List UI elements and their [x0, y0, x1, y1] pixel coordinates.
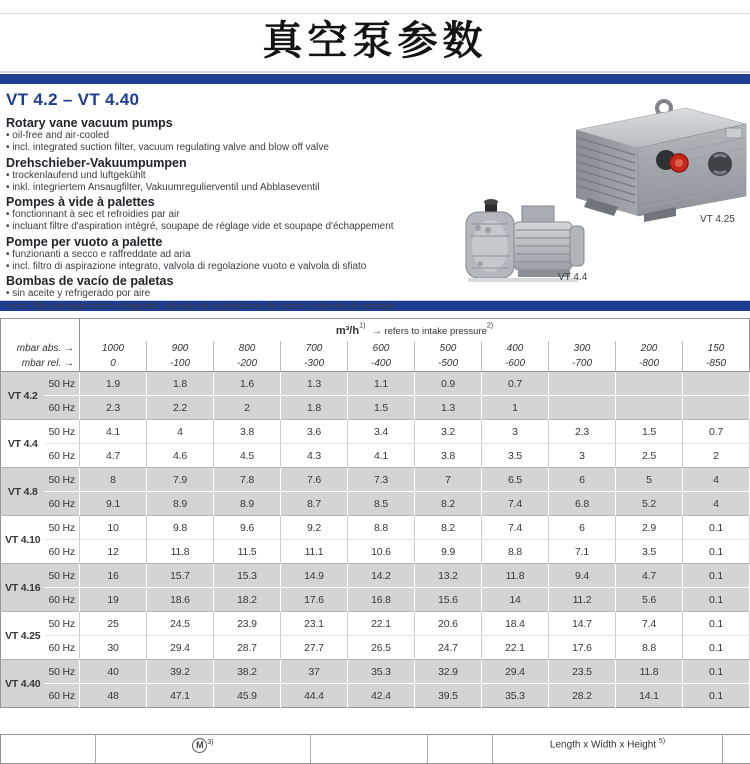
header-corner-cell — [1, 319, 80, 342]
flow-value-cell: 1.8 — [281, 396, 348, 420]
flow-value-cell: 3.8 — [415, 444, 482, 468]
flow-value-cell: 1.3 — [281, 372, 348, 396]
desc-bullet: • incluant filtre d'aspiration intégré, soupape de réglage vide et soupape d'échappement — [6, 221, 476, 233]
top-hairline — [0, 13, 750, 14]
pump-performance-table — [0, 318, 750, 708]
dim-empty-cell — [311, 735, 428, 764]
flow-value-cell: 14.7 — [549, 612, 616, 636]
flow-value-cell: 8.8 — [482, 540, 549, 564]
flow-value-cell: 29.4 — [147, 636, 214, 660]
flow-value-cell: 7.9 — [147, 468, 214, 492]
pump-row-60hz — [1, 684, 750, 708]
desc-bullet: • fonctionnant à sec et refroidies par air — [6, 209, 476, 221]
photo-label-vt425: VT 4.25 — [700, 214, 735, 225]
flow-value-cell: 4 — [147, 420, 214, 444]
flow-value-cell: 12 — [80, 540, 147, 564]
light-blue-rule — [0, 71, 750, 73]
flow-value-cell: 40 — [80, 660, 147, 684]
flow-value-cell: 2.9 — [616, 516, 683, 540]
flow-value-cell: 1.8 — [147, 372, 214, 396]
mbar-rel-value: -700 — [549, 356, 616, 372]
flow-value-cell: 2.2 — [147, 396, 214, 420]
flow-value-cell: 25 — [80, 612, 147, 636]
frequency-label: 50 Hz — [45, 564, 80, 588]
flow-value-cell: 42.4 — [348, 684, 415, 708]
mbar-rel-label: mbar rel. → — [1, 356, 80, 372]
frequency-label: 50 Hz — [45, 612, 80, 636]
footnote-5-marker: 5) — [659, 738, 665, 745]
flow-value-cell: 1.5 — [348, 396, 415, 420]
motor-icon: M — [192, 738, 207, 753]
flow-value-cell: 9.2 — [281, 516, 348, 540]
mbar-abs-value: 200 — [616, 341, 683, 356]
flow-value-cell: 0.1 — [683, 516, 750, 540]
frequency-label: 60 Hz — [45, 444, 80, 468]
flow-value-cell: 27.7 — [281, 636, 348, 660]
flow-value-cell: 4.1 — [348, 444, 415, 468]
flow-note: → refers to intake pressure — [372, 326, 487, 337]
desc-block-english — [6, 116, 476, 155]
flow-value-cell: 11.1 — [281, 540, 348, 564]
navy-bar-top — [0, 74, 750, 84]
flow-value-cell: 2.3 — [80, 396, 147, 420]
frequency-label: 60 Hz — [45, 636, 80, 660]
page-title: 真空泵参数 — [0, 16, 750, 66]
flow-value-cell: 10.6 — [348, 540, 415, 564]
flow-value-cell: 3.6 — [281, 420, 348, 444]
pump-row-50hz — [1, 372, 750, 396]
flow-value-cell: 0.1 — [683, 636, 750, 660]
flow-value-cell: 14.2 — [348, 564, 415, 588]
flow-value-cell: 7.4 — [482, 516, 549, 540]
dimensions-header-row — [1, 735, 750, 764]
flow-value-cell: 48 — [80, 684, 147, 708]
flow-value-cell: 3.5 — [482, 444, 549, 468]
flow-value-cell: 1.6 — [214, 372, 281, 396]
flow-value-cell: 0.1 — [683, 612, 750, 636]
flow-value-cell: 28.2 — [549, 684, 616, 708]
flow-value-cell: 23.9 — [214, 612, 281, 636]
frequency-label: 60 Hz — [45, 540, 80, 564]
flow-value-cell: 35.3 — [348, 660, 415, 684]
flow-value-cell: 4.6 — [147, 444, 214, 468]
flow-value-cell: 7 — [415, 468, 482, 492]
flow-value-cell: 39.2 — [147, 660, 214, 684]
flow-value-cell: 8.9 — [214, 492, 281, 516]
flow-value-cell: 17.6 — [281, 588, 348, 612]
footnote-2-marker: 2) — [487, 323, 493, 330]
flow-value-cell: 7.1 — [549, 540, 616, 564]
pump-row-60hz — [1, 540, 750, 564]
flow-value-cell: 24.5 — [147, 612, 214, 636]
pump-row-50hz — [1, 612, 750, 636]
desc-title: Pompes à vide à palettes — [6, 195, 476, 209]
flow-value-cell: 15.6 — [415, 588, 482, 612]
mbar-abs-value: 400 — [482, 341, 549, 356]
flow-value-cell: 44.4 — [281, 684, 348, 708]
flow-value-cell: 5.2 — [616, 492, 683, 516]
flow-value-cell: 29.4 — [482, 660, 549, 684]
mbar-rel-value: 0 — [80, 356, 147, 372]
mbar-rel-row — [1, 356, 750, 372]
mbar-abs-row — [1, 341, 750, 356]
flow-value-cell: 2.5 — [616, 444, 683, 468]
pump-row-60hz — [1, 492, 750, 516]
flow-value-cell: 15.3 — [214, 564, 281, 588]
desc-bullet: • trockenlaufend und luftgekühlt — [6, 170, 476, 182]
flow-value-cell: 5.6 — [616, 588, 683, 612]
pump-row-60hz — [1, 396, 750, 420]
flow-value-cell: 7.8 — [214, 468, 281, 492]
model-label: VT 4.16 — [1, 564, 45, 612]
flow-value-cell: 4.3 — [281, 444, 348, 468]
mbar-rel-value: -850 — [683, 356, 750, 372]
flow-value-cell — [616, 396, 683, 420]
flow-value-cell: 38.2 — [214, 660, 281, 684]
dimensions-label: Length x Width x Height — [550, 739, 656, 750]
flow-value-cell: 1.5 — [616, 420, 683, 444]
flow-value-cell: 7.4 — [616, 612, 683, 636]
flow-header-cell — [80, 319, 750, 342]
flow-value-cell: 11.8 — [482, 564, 549, 588]
dim-empty-cell — [1, 735, 96, 764]
flow-value-cell: 3 — [482, 420, 549, 444]
frequency-label: 60 Hz — [45, 588, 80, 612]
pump-row-60hz — [1, 444, 750, 468]
desc-title: Drehschieber-Vakuumpumpen — [6, 156, 476, 170]
flow-value-cell: 23.5 — [549, 660, 616, 684]
mbar-abs-value: 1000 — [80, 341, 147, 356]
flow-value-cell: 18.6 — [147, 588, 214, 612]
flow-value-cell: 0.1 — [683, 660, 750, 684]
flow-value-cell: 11.8 — [147, 540, 214, 564]
flow-value-cell: 18.2 — [214, 588, 281, 612]
flow-value-cell: 1.9 — [80, 372, 147, 396]
pump-row-50hz — [1, 468, 750, 492]
flow-value-cell: 14 — [482, 588, 549, 612]
flow-value-cell: 8.2 — [415, 516, 482, 540]
flow-value-cell: 1 — [482, 396, 549, 420]
flow-value-cell: 7.4 — [482, 492, 549, 516]
model-label: VT 4.2 — [1, 372, 45, 420]
desc-bullet: • funzionanti a secco e raffreddate ad aria — [6, 249, 476, 261]
flow-value-cell: 4.5 — [214, 444, 281, 468]
flow-value-cell: 30 — [80, 636, 147, 660]
flow-value-cell: 8.7 — [281, 492, 348, 516]
pump-row-50hz — [1, 420, 750, 444]
flow-value-cell: 18.4 — [482, 612, 549, 636]
desc-block-spanish — [6, 274, 476, 313]
desc-title: Pompe per vuoto a palette — [6, 235, 476, 249]
frequency-label: 60 Hz — [45, 684, 80, 708]
mbar-abs-label: mbar abs. → — [1, 341, 80, 356]
desc-title: Rotary vane vacuum pumps — [6, 116, 476, 130]
flow-value-cell: 4.1 — [80, 420, 147, 444]
desc-bullet: • incl. filtro de aspiración integrado, válvula de regolazione de vacío y válvula de escape — [6, 301, 476, 313]
flow-value-cell: 4.7 — [616, 564, 683, 588]
flow-value-cell: 9.6 — [214, 516, 281, 540]
frequency-label: 60 Hz — [45, 396, 80, 420]
motor-header-cell — [96, 735, 311, 764]
flow-value-cell: 8.8 — [616, 636, 683, 660]
flow-value-cell: 4 — [683, 468, 750, 492]
flow-value-cell: 35.3 — [482, 684, 549, 708]
flow-value-cell: 32.9 — [415, 660, 482, 684]
dimensions-table — [0, 734, 750, 764]
desc-title: Bombas de vacío de paletas — [6, 274, 476, 288]
flow-value-cell: 1.1 — [348, 372, 415, 396]
model-label: VT 4.25 — [1, 612, 45, 660]
model-label: VT 4.40 — [1, 660, 45, 708]
flow-value-cell: 14.9 — [281, 564, 348, 588]
desc-block-german — [6, 156, 476, 195]
desc-bullet: • oil-free and air-cooled — [6, 130, 476, 142]
flow-value-cell — [549, 372, 616, 396]
desc-bullet: • incl. integrated suction filter, vacuum regulating valve and blow off valve — [6, 142, 476, 154]
mbar-rel-value: -300 — [281, 356, 348, 372]
flow-value-cell: 23.1 — [281, 612, 348, 636]
desc-bullet: • inkl. integriertem Ansaugfilter, Vakuumregulierventil und Abblaseventil — [6, 182, 476, 194]
flow-value-cell — [616, 372, 683, 396]
dimensions-header-cell — [493, 735, 723, 764]
flow-value-cell: 0.1 — [683, 564, 750, 588]
flow-value-cell — [683, 396, 750, 420]
model-label: VT 4.10 — [1, 516, 45, 564]
model-label: VT 4.8 — [1, 468, 45, 516]
flow-value-cell: 4.7 — [80, 444, 147, 468]
flow-value-cell: 7.6 — [281, 468, 348, 492]
flow-value-cell: 20.6 — [415, 612, 482, 636]
flow-value-cell: 15.7 — [147, 564, 214, 588]
frequency-label: 50 Hz — [45, 468, 80, 492]
mbar-rel-value: -200 — [214, 356, 281, 372]
flow-value-cell: 3 — [549, 444, 616, 468]
flow-value-cell: 3.2 — [415, 420, 482, 444]
flow-value-cell: 0.9 — [415, 372, 482, 396]
mbar-abs-value: 700 — [281, 341, 348, 356]
flow-value-cell: 7.3 — [348, 468, 415, 492]
flow-value-cell: 3.8 — [214, 420, 281, 444]
flow-value-cell: 37 — [281, 660, 348, 684]
flow-value-cell: 3.5 — [616, 540, 683, 564]
flow-value-cell: 13.2 — [415, 564, 482, 588]
intro-section — [6, 90, 476, 313]
flow-value-cell: 11.5 — [214, 540, 281, 564]
flow-value-cell: 9.9 — [415, 540, 482, 564]
flow-value-cell: 8.5 — [348, 492, 415, 516]
mbar-abs-value: 500 — [415, 341, 482, 356]
flow-value-cell: 9.4 — [549, 564, 616, 588]
flow-value-cell: 45.9 — [214, 684, 281, 708]
flow-value-cell: 0.1 — [683, 540, 750, 564]
flow-value-cell: 8.8 — [348, 516, 415, 540]
mbar-abs-value: 600 — [348, 341, 415, 356]
flow-value-cell: 24.7 — [415, 636, 482, 660]
flow-value-cell: 2 — [683, 444, 750, 468]
flow-value-cell: 6 — [549, 468, 616, 492]
mbar-abs-value: 300 — [549, 341, 616, 356]
pump-row-50hz — [1, 660, 750, 684]
mbar-abs-value: 800 — [214, 341, 281, 356]
flow-value-cell: 11.2 — [549, 588, 616, 612]
frequency-label: 50 Hz — [45, 420, 80, 444]
flow-value-cell: 6.5 — [482, 468, 549, 492]
frequency-label: 50 Hz — [45, 516, 80, 540]
flow-value-cell: 9.8 — [147, 516, 214, 540]
model-label: VT 4.4 — [1, 420, 45, 468]
flow-value-cell: 17.6 — [549, 636, 616, 660]
flow-value-cell: 47.1 — [147, 684, 214, 708]
flow-value-cell: 19 — [80, 588, 147, 612]
flow-value-cell: 22.1 — [348, 612, 415, 636]
flow-value-cell: 22.1 — [482, 636, 549, 660]
dim-empty-cell — [723, 735, 750, 764]
flow-value-cell: 28.7 — [214, 636, 281, 660]
flow-value-cell: 8.2 — [415, 492, 482, 516]
flow-value-cell: 8.9 — [147, 492, 214, 516]
mbar-rel-value: -800 — [616, 356, 683, 372]
flow-value-cell: 10 — [80, 516, 147, 540]
pump-row-60hz — [1, 636, 750, 660]
pump-row-50hz — [1, 516, 750, 540]
flow-value-cell: 6.8 — [549, 492, 616, 516]
flow-value-cell: 5 — [616, 468, 683, 492]
flow-value-cell: 26.5 — [348, 636, 415, 660]
flow-value-cell: 6 — [549, 516, 616, 540]
mbar-rel-value: -600 — [482, 356, 549, 372]
flow-value-cell: 14.1 — [616, 684, 683, 708]
dimensions-table-section — [0, 734, 750, 764]
pump-table-body — [1, 372, 750, 708]
footnote-3-marker: 3) — [207, 739, 213, 746]
mbar-rel-value: -400 — [348, 356, 415, 372]
dim-empty-cell — [428, 735, 493, 764]
flow-header-row — [1, 319, 750, 342]
frequency-label: 60 Hz — [45, 492, 80, 516]
footnote-1-marker: 1) — [359, 323, 365, 330]
flow-value-cell: 3.4 — [348, 420, 415, 444]
flow-value-cell: 39.5 — [415, 684, 482, 708]
flow-value-cell — [683, 372, 750, 396]
flow-value-cell: 8 — [80, 468, 147, 492]
flow-value-cell: 0.1 — [683, 588, 750, 612]
desc-block-french — [6, 195, 476, 234]
pump-row-60hz — [1, 588, 750, 612]
flow-value-cell: 16 — [80, 564, 147, 588]
mbar-rel-value: -100 — [147, 356, 214, 372]
flow-value-cell: 16.8 — [348, 588, 415, 612]
mbar-abs-value: 150 — [683, 341, 750, 356]
flow-value-cell — [549, 396, 616, 420]
mbar-rel-value: -500 — [415, 356, 482, 372]
desc-bullet: • sin aceite y refrigerado por aire — [6, 288, 476, 300]
frequency-label: 50 Hz — [45, 372, 80, 396]
desc-bullet: • incl. filtro di aspirazione integrato, valvola di regolazione vuoto e valvola di sfiato — [6, 261, 476, 273]
pump-row-50hz — [1, 564, 750, 588]
mbar-abs-value: 900 — [147, 341, 214, 356]
flow-value-cell: 0.1 — [683, 684, 750, 708]
photo-label-vt44: VT 4.4 — [558, 272, 587, 283]
flow-value-cell: 0.7 — [683, 420, 750, 444]
frequency-label: 50 Hz — [45, 660, 80, 684]
flow-value-cell: 9.1 — [80, 492, 147, 516]
flow-value-cell: 1.3 — [415, 396, 482, 420]
performance-table-section — [0, 318, 750, 708]
flow-value-cell: 0.7 — [482, 372, 549, 396]
flow-value-cell: 4 — [683, 492, 750, 516]
flow-value-cell: 2.3 — [549, 420, 616, 444]
model-range-heading: VT 4.2 – VT 4.40 — [6, 90, 476, 110]
flow-value-cell: 2 — [214, 396, 281, 420]
flow-value-cell: 11.8 — [616, 660, 683, 684]
desc-block-italian — [6, 235, 476, 274]
flow-unit: m³/h — [336, 325, 359, 337]
